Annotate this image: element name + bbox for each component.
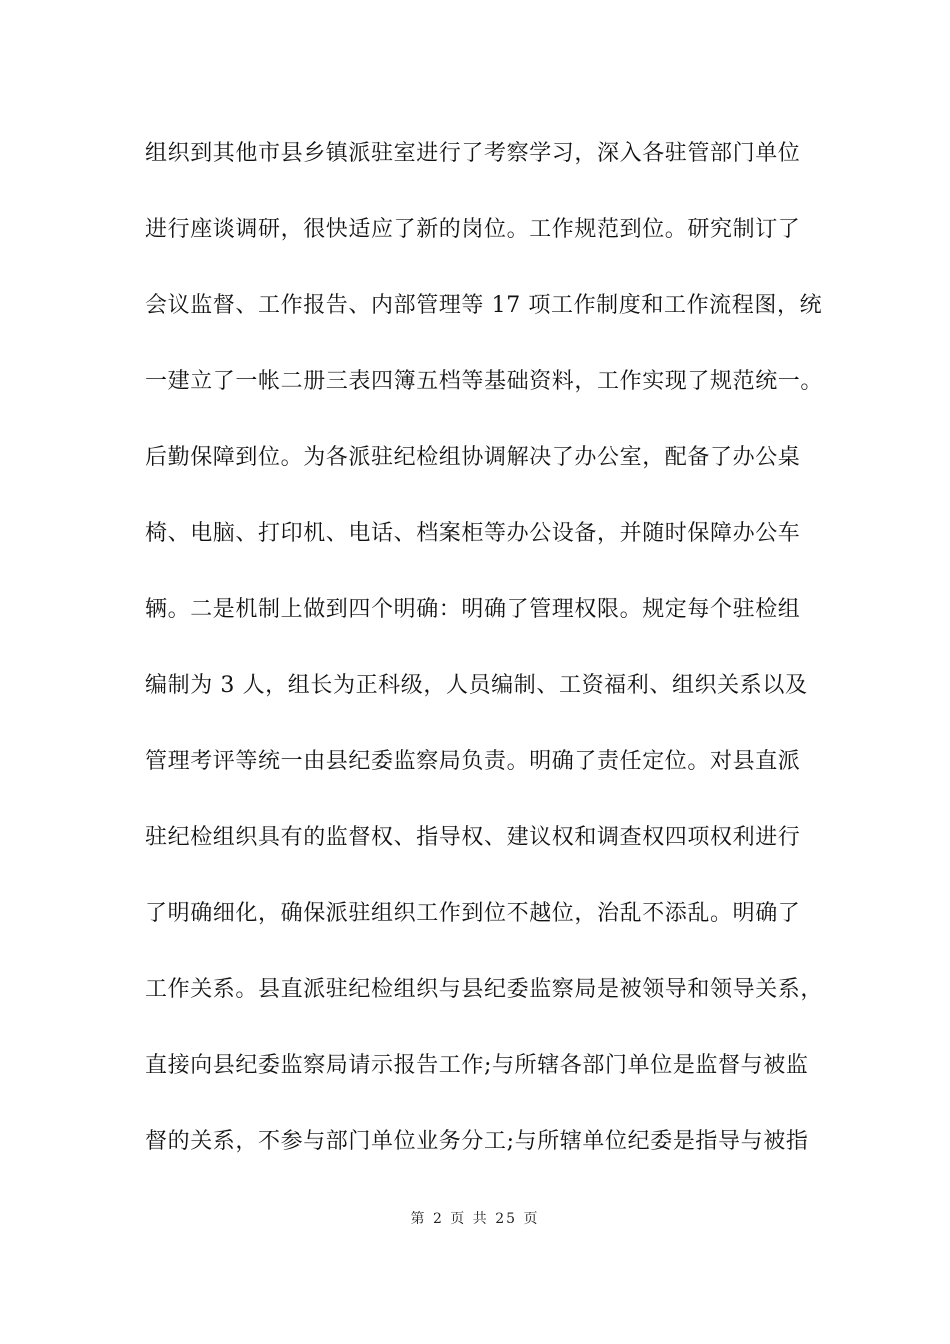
text-line: 了明确细化，确保派驻组织工作到位不越位，治乱不添乱。明确了 <box>145 901 801 926</box>
text-line: 一建立了一帐二册三表四簿五档等基础资料，工作实现了规范统一。 <box>145 369 824 394</box>
text-line: 后勤保障到位。为各派驻纪检组协调解决了办公室，配备了办公桌 <box>145 445 801 470</box>
text-line: 管理考评等统一由县纪委监察局负责。明确了责任定位。对县直派 <box>145 749 801 774</box>
text-line: 直接向县纪委监察局请示报告工作;与所辖各部门单位是监督与被监 <box>145 1053 809 1078</box>
page-number-text: 第 2 页 共 25 页 <box>410 1211 540 1227</box>
text-line: 会议监督、工作报告、内部管理等 17 项工作制度和工作流程图，统 <box>145 293 823 318</box>
page-number-footer <box>0 1208 950 1228</box>
text-line: 督的关系，不参与部门单位业务分工;与所辖单位纪委是指导与被指 <box>145 1129 809 1154</box>
text-line: 椅、电脑、打印机、电话、档案柜等办公设备，并随时保障办公车 <box>145 521 801 546</box>
text-line: 进行座谈调研，很快适应了新的岗位。工作规范到位。研究制订了 <box>145 217 801 242</box>
text-line: 组织到其他市县乡镇派驻室进行了考察学习，深入各驻管部门单位 <box>145 141 801 166</box>
body-text <box>145 128 824 1192</box>
text-line: 辆。二是机制上做到四个明确：明确了管理权限。规定每个驻检组 <box>145 597 801 622</box>
text-line: 工作关系。县直派驻纪检组织与县纪委监察局是被领导和领导关系， <box>145 977 824 1002</box>
text-line: 驻纪检组织具有的监督权、指导权、建议权和调查权四项权利进行 <box>145 825 801 850</box>
text-line: 编制为 3 人，组长为正科级，人员编制、工资福利、组织关系以及 <box>145 673 808 698</box>
